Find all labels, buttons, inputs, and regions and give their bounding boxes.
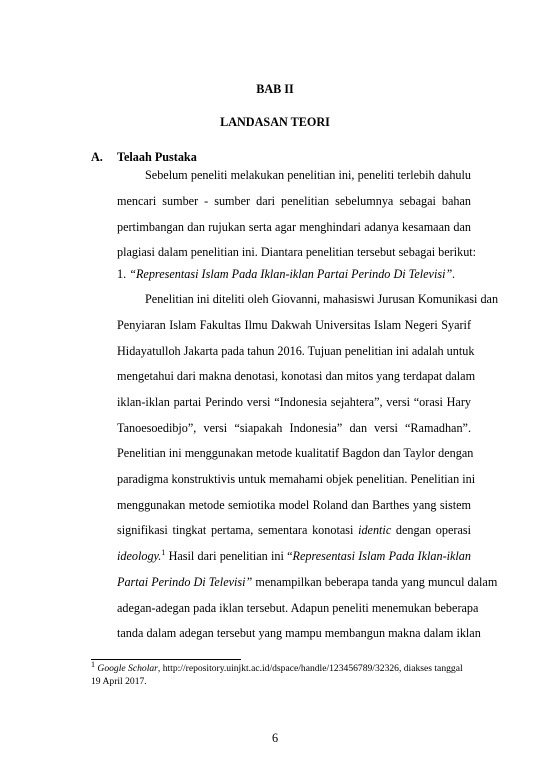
paragraph-line: iklan-iklan partai Perindo versi “Indonesia sejahtera”, versi “orasi Hary	[117, 395, 471, 409]
paragraph-line: ideology.$^1$ Hasil dari penelitian ini “Representasi Islam Pada Iklan-iklan	[117, 547, 471, 563]
paragraph-line: paradigma konstruktivis untuk memahami objek penelitian. Penelitian ini	[117, 472, 476, 486]
footnote-reference[interactable]: 1	[161, 547, 166, 557]
footnote-divider	[91, 659, 241, 660]
footnote	[91, 659, 463, 675]
section-heading	[91, 150, 197, 164]
footnote-marker: 1	[91, 659, 95, 669]
paragraph-line: Penelitian ini diteliti oleh Giovanni, mahasiswi Jurusan Komunikasi dan	[145, 292, 499, 306]
paragraph-line: signifikasi tingkat pertama, sementara konotasi identic dengan operasi	[117, 523, 471, 537]
list-item-heading	[117, 267, 471, 281]
list-item-number: 1.	[117, 267, 127, 281]
paragraph-line: pertimbangan dan rujukan serta agar menghindari adanya kesamaan dan	[117, 220, 471, 234]
paragraph-line: Partai Perindo Di Televisi” menampilkan beberapa tanda yang muncul dalam	[117, 575, 498, 589]
footnote-link-text[interactable]: , http://repository.uinjkt.ac.id/dspace/handle/123456789/32326, diakses tanggal	[157, 663, 463, 674]
list-item-title: “Representasi Islam Pada Iklan-iklan Partai Perindo Di Televisi”.	[129, 267, 456, 281]
paragraph-line: Tanoesoedibjo”, versi “siapakah Indonesia” dan versi “Ramadhan”.	[117, 421, 471, 435]
chapter-heading: BAB II	[256, 82, 294, 96]
section-title: Telaah Pustaka	[117, 150, 197, 164]
paragraph-line: Penelitian ini menggunakan metode kualitatif Bagdon dan Taylor dengan	[117, 446, 474, 460]
page-number: 6	[271, 731, 279, 745]
footnote-continuation: 19 April 2017.	[91, 676, 147, 687]
paragraph-line: adegan-adegan pada iklan tersebut. Adapun peneliti menemukan beberapa	[117, 601, 479, 615]
paragraph-line: mencari sumber - sumber dari penelitian sebelumnya sebagai bahan	[117, 194, 471, 208]
paragraph-line: menggunakan metode semiotika model Roland dan Barthes yang sistem	[117, 498, 471, 512]
footnote-source: Google Scholar	[97, 663, 158, 674]
paragraph-line: tanda dalam adegan tersebut yang mampu membangun makna dalam iklan	[117, 626, 481, 640]
section-number: A.	[91, 150, 103, 164]
paragraph-line: Penyiaran Islam Fakultas Ilmu Dakwah Universitas Islam Negeri Syarif	[117, 318, 471, 332]
chapter-title: LANDASAN TEORI	[220, 115, 330, 129]
paragraph-line: plagiasi dalam penelitian ini. Diantara penelitian tersebut sebagai berikut:	[117, 245, 477, 259]
paragraph-line: mengetahui dari makna denotasi, konotasi dan mitos yang terdapat dalam	[117, 369, 476, 383]
paragraph-line: Hidayatulloh Jakarta pada tahun 2016. Tujuan penelitian ini adalah untuk	[117, 344, 475, 358]
paragraph-line: Sebelum peneliti melakukan penelitian ini, peneliti terlebih dahulu	[145, 168, 471, 182]
